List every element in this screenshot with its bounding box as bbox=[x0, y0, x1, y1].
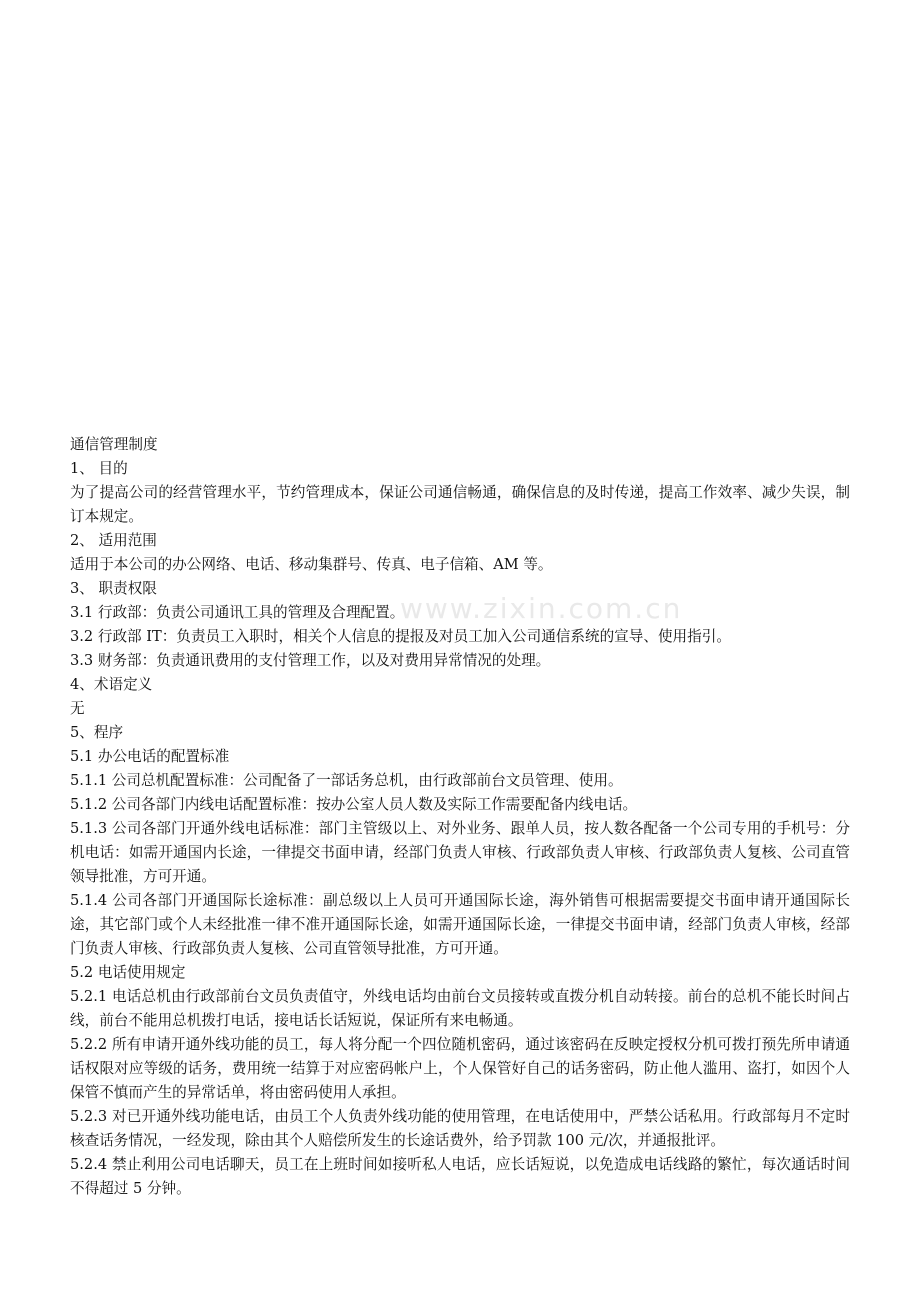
section-heading-terms: 4、术语定义 bbox=[70, 676, 153, 693]
section-heading-purpose: 1、 目的 bbox=[70, 460, 128, 477]
paragraph-terms: 无 bbox=[70, 700, 85, 717]
paragraph-3-2: 3.2 行政部 IT：负责员工入职时，相关个人信息的提报及对员工加入公司通信系统的宣导、使用指引。 bbox=[70, 628, 731, 645]
paragraph-5-1-4: 5.1.4 公司各部门开通国际长途标准：副总级以上人员可开通国际长途，海外销售可根据需要提交书面申请开通国际长途，其它部门或个人未经批准一律不准开通国际长途，如需开通国际长途，一律提交书面申请，经部门负责人审核，经部门负责人审核、行政部负责人复核、公司直管领导批准，方可开通。 bbox=[70, 892, 850, 957]
section-heading-procedure: 5、程序 bbox=[70, 724, 124, 741]
paragraph-3-3: 3.3 财务部：负责通讯费用的支付管理工作，以及对费用异常情况的处理。 bbox=[70, 652, 551, 669]
paragraph-5-2-4: 5.2.4 禁止利用公司电话聊天，员工在上班时间如接听私人电话，应长话短说，以免造成电话线路的繁忙，每次通话时间不得超过 5 分钟。 bbox=[70, 1156, 850, 1197]
paragraph-scope: 适用于本公司的办公网络、电话、移动集群号、传真、电子信箱、AM 等。 bbox=[70, 556, 553, 573]
paragraph-5-1-2: 5.1.2 公司各部门内线电话配置标准：按办公室人员人数及实际工作需要配备内线电话。 bbox=[70, 796, 638, 813]
paragraph-5-1-3: 5.1.3 公司各部门开通外线电话标准：部门主管级以上、对外业务、跟单人员，按人数各配备一个公司专用的手机号：分机电话：如需开通国内长途，一律提交书面申请，经部门负责人审核、行政部负责人审核、行政部负责人复核、公司直管领导批准，方可开通。 bbox=[70, 820, 850, 885]
section-heading-scope: 2、 适用范围 bbox=[70, 532, 157, 549]
paragraph-purpose: 为了提高公司的经营管理水平，节约管理成本，保证公司通信畅通，确保信息的及时传递，提高工作效率、减少失误，制订本规定。 bbox=[70, 484, 850, 525]
paragraph-3-1: 3.1 行政部：负责公司通讯工具的管理及合理配置。 bbox=[70, 604, 405, 621]
paragraph-5-2-1: 5.2.1 电话总机由行政部前台文员负责值守，外线电话均由前台文员接转或直拨分机自动转接。前台的总机不能长时间占线，前台不能用总机拨打电话，接电话长话短说，保证所有来电畅通。 bbox=[70, 988, 850, 1029]
paragraph-5-2-3: 5.2.3 对已开通外线功能电话，由员工个人负责外线功能的使用管理，在电话使用中，严禁公话私用。行政部每月不定时核查话务情况，一经发现，除由其个人赔偿所发生的长途话费外，给予罚款 100 元/次，并通报批评。 bbox=[70, 1108, 850, 1149]
paragraph-5-1-1: 5.1.1 公司总机配置标准：公司配备了一部话务总机，由行政部前台文员管理、使用。 bbox=[70, 772, 623, 789]
paragraph-5-2-2: 5.2.2 所有申请开通外线功能的员工，每人将分配一个四位随机密码，通过该密码在反映定授权分机可拨打预先所申请通话权限对应等级的话务，费用统一结算于对应密码帐户上，个人保管好自己的话务密码，防止他人滥用、盗打，如因个人保管不慎而产生的异常话单，将由密码使用人承担。 bbox=[70, 1036, 850, 1101]
document-body bbox=[70, 433, 850, 1201]
watermark: www.zixin.com.cn bbox=[400, 592, 683, 625]
document-title: 通信管理制度 bbox=[70, 436, 158, 453]
subsection-heading-5-2: 5.2 电话使用规定 bbox=[70, 964, 186, 981]
subsection-heading-5-1: 5.1 办公电话的配置标准 bbox=[70, 748, 230, 765]
section-heading-responsibility: 3、 职责权限 bbox=[70, 580, 157, 597]
